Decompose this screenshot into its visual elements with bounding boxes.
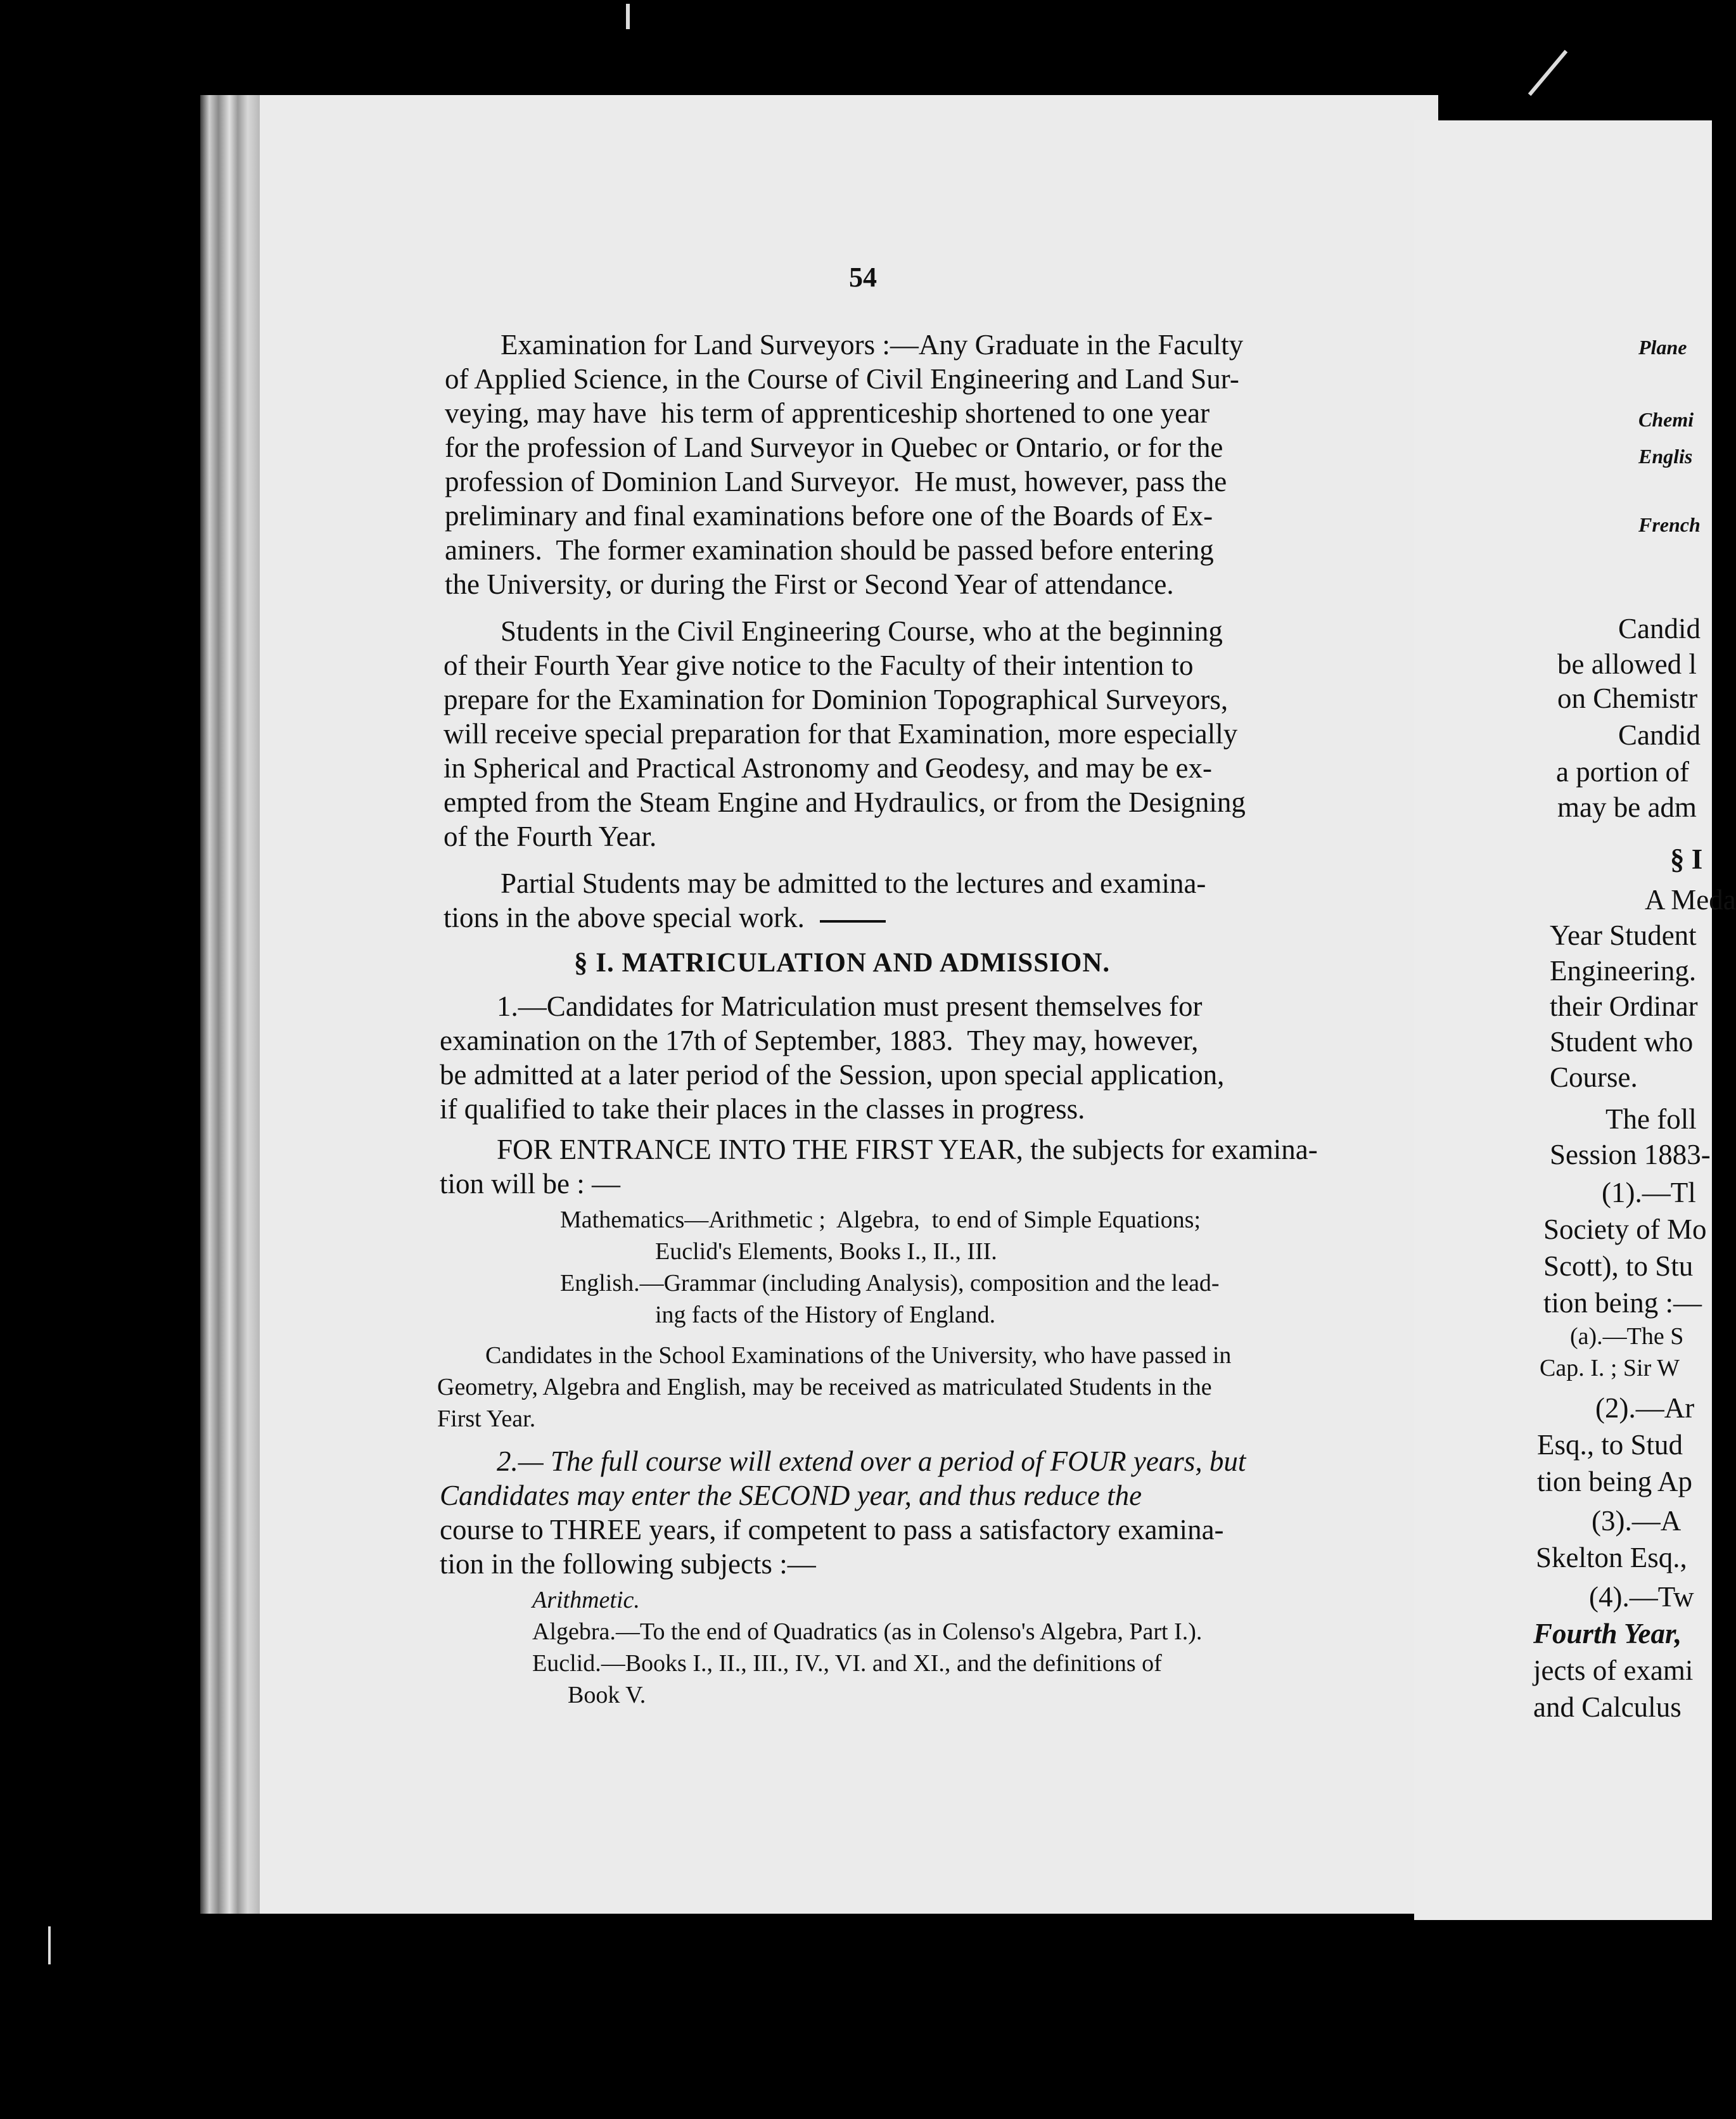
right-text-line: their Ordinar [1550,990,1698,1022]
right-text-line: Chemi [1638,408,1694,431]
right-text-line: Candid [1618,719,1701,751]
text-line: Euclid's Elements, Books I., II., III. [655,1238,997,1265]
text-line: be admitted at a later period of the Session, upon special application, [440,1059,1225,1091]
right-text-line: Skelton Esq., [1536,1542,1687,1573]
text-line: Students in the Civil Engineering Course, who at the beginning [501,615,1223,647]
text-line: Candidates in the School Examinations of the University, who have passed in [485,1342,1232,1369]
text-line: course to THREE years, if competent to pass a satisfactory examina- [440,1514,1224,1546]
right-text-line: (3).—A [1592,1505,1682,1537]
right-text-line: Candid [1618,613,1701,644]
right-text-line: Session 1883- [1550,1139,1711,1170]
right-text-line: Student who [1550,1026,1694,1058]
text-line: Geometry, Algebra and English, may be received as matriculated Students in the [437,1374,1212,1400]
section-heading: § I. MATRICULATION AND ADMISSION. [574,948,1111,978]
scan-speck [48,1926,51,1964]
right-text-line: Year Student [1550,919,1697,951]
text-line: profession of Dominion Land Surveyor. He must, however, pass the [445,466,1227,497]
text-line: of Applied Science, in the Course of Civil Engineering and Land Sur- [445,363,1239,395]
text-line: veying, may have his term of apprenticeship shortened to one year [445,397,1210,429]
right-text-line: tion being Ap [1537,1466,1692,1497]
text-line: Candidates may enter the SECOND year, and thus reduce the [440,1480,1142,1511]
text-line: the University, or during the First or Second Year of attendance. [445,568,1174,600]
text-line: Book V. [568,1682,646,1708]
book-page-edges [200,95,261,1914]
text-line: 1.—Candidates for Matriculation must present themselves for [497,990,1203,1022]
text-line: tion will be : — [440,1168,620,1200]
text-line: Partial Students may be admitted to the lectures and examina- [501,867,1206,899]
scan-speck [626,4,630,29]
scan-speck [1528,50,1567,96]
right-text-line: (2).—Ar [1595,1392,1695,1424]
right-text-line: Cap. I. ; Sir W [1540,1355,1680,1381]
right-text-line: Fourth Year, [1533,1618,1682,1649]
right-text-line: jects of exami [1533,1655,1694,1686]
text-line: of the Fourth Year. [444,821,657,852]
text-line: 2.— The full course will extend over a period of FOUR years, but [497,1445,1246,1477]
text-line: tions in the above special work. [444,902,805,933]
text-line: aminers. The former examination should be passed before entering [445,534,1214,566]
right-text-line: tion being :— [1543,1287,1702,1319]
text-line: Arithmetic. [532,1587,640,1613]
text-line: Examination for Land Surveyors :—Any Graduate in the Faculty [501,329,1244,361]
right-text-line: French [1638,513,1701,536]
text-line: ing facts of the History of England. [655,1302,996,1328]
text-line: Euclid.—Books I., II., III., IV., VI. and XI., and the definitions of [532,1650,1162,1677]
right-text-line: Society of Mo [1543,1213,1707,1245]
text-line: Algebra.—To the end of Quadratics (as in Colenso's Algebra, Part I.). [532,1618,1203,1645]
right-text-line: Course. [1550,1061,1638,1093]
right-text-line: Scott), to Stu [1543,1250,1694,1282]
right-text-line: and Calculus [1533,1691,1682,1723]
page-number: 54 [849,262,877,293]
text-line: for the profession of Land Surveyor in Quebec or Ontario, or for the [445,432,1223,463]
right-text-line: Plane [1638,336,1687,359]
right-text-line: Engineering. [1550,955,1697,987]
text-line: will receive special preparation for that Examination, more especially [444,718,1238,750]
right-text-line: Englis [1638,445,1693,468]
right-text-line: may be adm [1557,791,1697,823]
text-line: empted from the Steam Engine and Hydraulics, or from the Designing [444,786,1246,818]
text-line: examination on the 17th of September, 1883. They may, however, [440,1025,1199,1056]
right-text-line: Esq., to Stud [1537,1429,1683,1461]
right-text-line: A Meda [1645,884,1736,916]
text-line: Mathematics—Arithmetic ; Algebra, to end of Simple Equations; [560,1207,1201,1233]
right-section-heading: § I [1670,843,1703,875]
text-line: of their Fourth Year give notice to the Faculty of their intention to [444,650,1194,681]
text-line: First Year. [437,1405,536,1432]
right-text-line: (4).—Tw [1589,1581,1694,1613]
text-line: in Spherical and Practical Astronomy and Geodesy, and may be ex- [444,752,1212,784]
right-text-line: be allowed l [1557,648,1697,680]
text-line: tion in the following subjects :— [440,1548,816,1580]
section-divider [820,920,886,923]
text-line: if qualified to take their places in the classes in progress. [440,1093,1085,1125]
text-line: English.—Grammar (including Analysis), composition and the lead- [560,1270,1220,1296]
right-text-line: The foll [1605,1103,1697,1135]
right-text-line: (a).—The S [1570,1323,1684,1350]
right-text-line: (1).—Tl [1602,1177,1696,1208]
right-text-line: on Chemistr [1557,682,1698,714]
text-line: preliminary and final examinations before one of the Boards of Ex- [445,500,1213,532]
right-text-line: a portion of [1556,756,1689,788]
text-line: FOR ENTRANCE INTO THE FIRST YEAR, the subjects for examina- [497,1134,1318,1165]
text-line: prepare for the Examination for Dominion Topographical Surveyors, [444,684,1229,715]
